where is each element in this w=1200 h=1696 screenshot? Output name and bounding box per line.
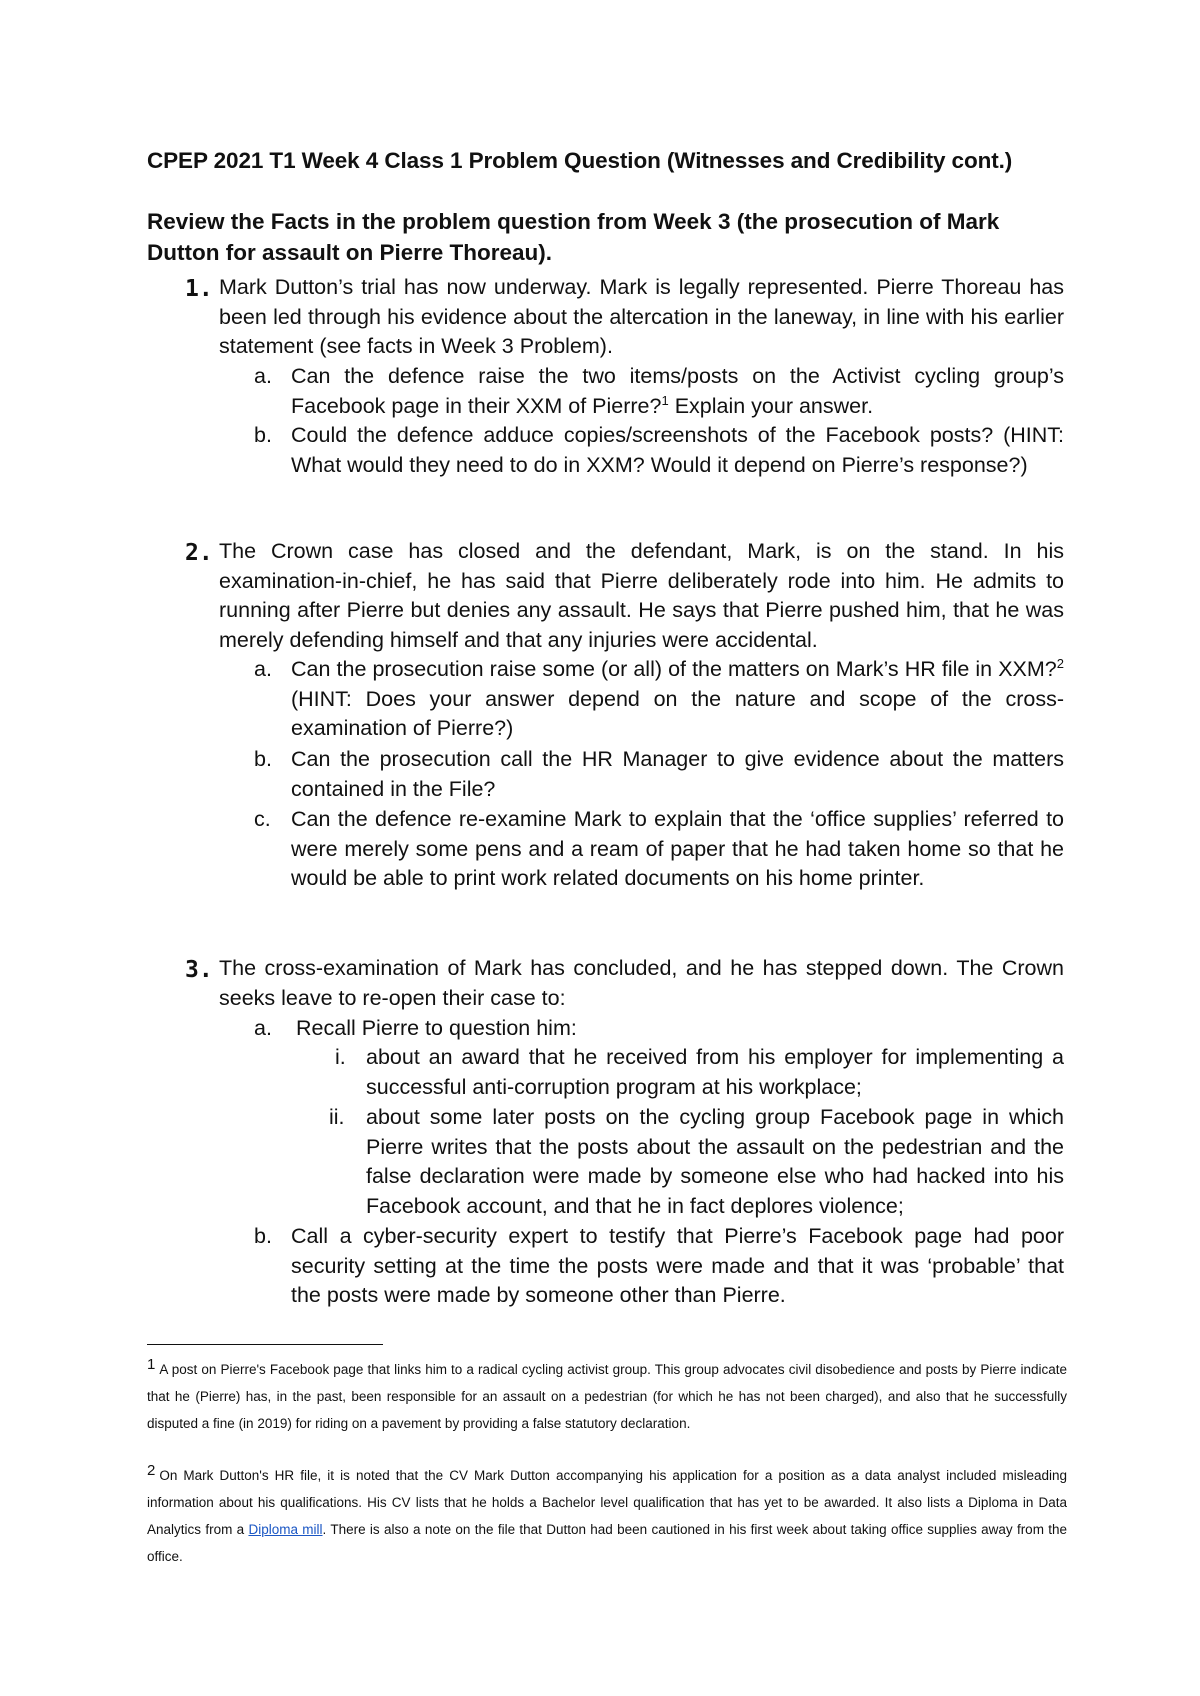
- question-3a-letter: a.: [254, 1016, 272, 1040]
- question-3a-text: Recall Pierre to question him:: [296, 1016, 577, 1040]
- footnote-1-text: A post on Pierre's Facebook page that links him to a radical cycling activist group. This group advocates civil disobedience and posts by Pierre indicate that he (Pierre) has, in the past, been responsible for an assault on a pedestrian (for which he has not been charged), and also that he successfully disputed a fine (in 2019) for riding on a pavement by providing a false statutory declaration.: [147, 1362, 1067, 1431]
- question-3b-letter: b.: [254, 1224, 272, 1248]
- question-3a-i-numeral: i.: [335, 1045, 346, 1069]
- question-1-number: 1.: [185, 276, 213, 302]
- question-3-number: 3.: [185, 957, 213, 983]
- footnote-2: [147, 1462, 1067, 1570]
- footnote-1: [147, 1356, 1067, 1437]
- footnote-separator: [147, 1344, 383, 1345]
- question-2b-letter: b.: [254, 747, 272, 771]
- question-3a-ii-text: about some later posts on the cycling group Facebook page in which Pierre writes that the posts about the assault on the pedestrian and the false declaration were made by someone else who had hacked into his Facebook account, and that he in fact deplores violence;: [366, 1105, 1064, 1218]
- diploma-mill-link[interactable]: Diploma mill: [248, 1522, 323, 1537]
- footnote-1-mark: 1: [147, 1355, 156, 1373]
- question-3b-text: Call a cyber-security expert to testify that Pierre’s Facebook page had poor security setting at the time the posts were made and that it was ‘probable’ that the posts were made by someone other than Pierre.: [291, 1224, 1064, 1307]
- question-1-text: Mark Dutton’s trial has now underway. Mark is legally represented. Pierre Thoreau has been led through his evidence about the altercation in the laneway, in line with his earlier statement (see facts in Week 3 Problem).: [219, 275, 1064, 358]
- question-1a-text: [291, 362, 1064, 421]
- question-2a-text-after: (HINT: Does your answer depend on the nature and scope of the cross-examination of Pierre?): [291, 686, 1064, 740]
- question-3a-ii-numeral: ii.: [329, 1105, 345, 1129]
- question-2-number: 2.: [185, 540, 213, 566]
- footnote-2-mark: 2: [147, 1461, 156, 1479]
- question-2b-text: Can the prosecution call the HR Manager to give evidence about the matters contained in the File?: [291, 747, 1064, 801]
- footnote-2-text-before: On Mark Dutton's HR file, it is noted that the CV Mark Dutton accompanying his application for a position as a data analyst included misleading information about his qualifications. His CV lists that he holds a Bachelor level qualification that has yet to be awarded. It also lists a Diploma in Data Analytics from a: [147, 1468, 1067, 1537]
- question-3-text: The cross-examination of Mark has concluded, and he has stepped down. The Crown seeks leave to re-open their case to:: [219, 956, 1064, 1010]
- footnote-ref-2: 2: [1056, 655, 1064, 671]
- document-title: CPEP 2021 T1 Week 4 Class 1 Problem Question (Witnesses and Credibility cont.): [147, 148, 1013, 173]
- question-1b-letter: b.: [254, 423, 272, 447]
- question-1a-letter: a.: [254, 364, 272, 388]
- question-2a-letter: a.: [254, 657, 272, 681]
- question-1a-text-before: Can the defence raise the two items/posts on the Activist cycling group’s Facebook page in their XXM of Pierre?: [291, 364, 1064, 418]
- question-1a-text-after: Explain your answer.: [668, 393, 874, 418]
- question-2a-text: [291, 655, 1064, 744]
- question-1b-text: Could the defence adduce copies/screenshots of the Facebook posts? (HINT: What would they need to do in XXM? Would it depend on Pierre’s response?): [291, 423, 1064, 477]
- footnote-ref-1: 1: [661, 392, 669, 408]
- question-2c-letter: c.: [254, 807, 271, 831]
- footnote-2-text-after: . There is also a note on the file that Dutton had been cautioned in his first week about taking office supplies away from the office.: [147, 1522, 1068, 1564]
- question-3a-i-text: about an award that he received from his employer for implementing a successful anti-corruption program at his workplace;: [366, 1045, 1064, 1099]
- question-2c-text: Can the defence re-examine Mark to explain that the ‘office supplies’ referred to were merely some pens and a ream of paper that he had taken home so that he would be able to print work related documents on his home printer.: [291, 807, 1064, 890]
- review-instruction: Review the Facts in the problem question from Week 3 (the prosecution of Mark Dutton for assault on Pierre Thoreau).: [147, 209, 1000, 265]
- question-2a-text-before: Can the prosecution raise some (or all) of the matters on Mark’s HR file in XXM?: [291, 657, 1057, 681]
- question-2-text: The Crown case has closed and the defendant, Mark, is on the stand. In his examination-in-chief, he has said that Pierre deliberately rode into him. He admits to running after Pierre but denies any assault. He says that Pierre pushed him, that he was merely defending himself and that any injuries were accidental.: [219, 539, 1064, 652]
